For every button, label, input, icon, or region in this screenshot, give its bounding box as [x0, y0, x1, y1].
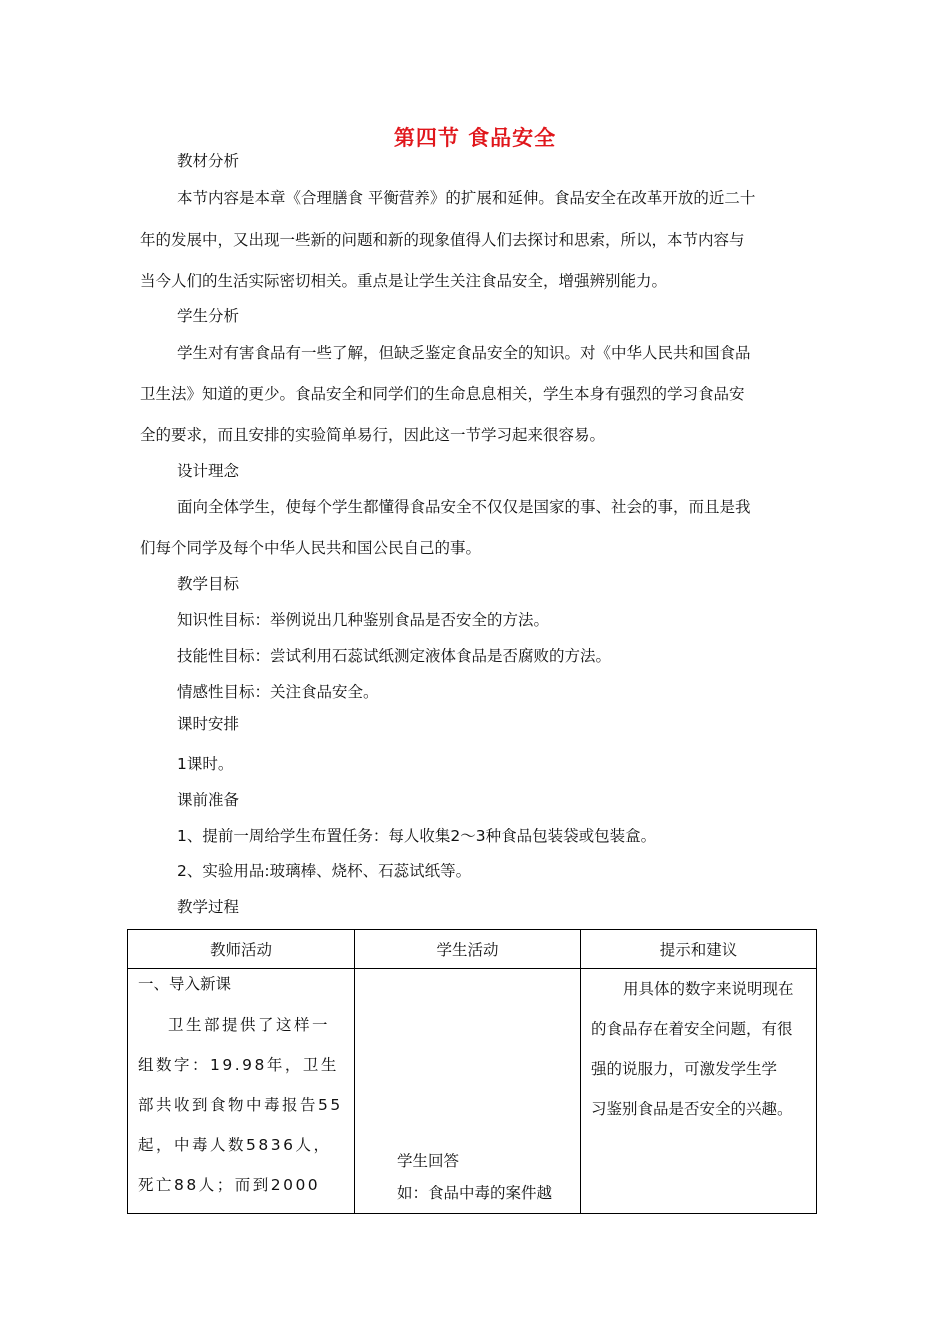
paragraph-line: 全的要求，而且安排的实验简单易行，因此这一节学习起来很容易。	[140, 426, 606, 444]
tips-line: 的食品存在着安全问题，有很	[591, 1020, 793, 1038]
teacher-line: 组数字：19.98年，卫生	[138, 1056, 339, 1074]
table-header-row	[128, 930, 817, 969]
tips-line: 强的说服力，可激发学生学	[591, 1060, 778, 1078]
student-line: 如：食品中毒的案件越	[397, 1184, 553, 1202]
teacher-line: 起，中毒人数5836人，	[138, 1136, 332, 1154]
table-row	[128, 969, 817, 1214]
heading-student-analysis: 学生分析	[177, 307, 240, 325]
heading-schedule: 课时安排	[177, 715, 240, 733]
heading-teaching-goals: 教学目标	[177, 575, 240, 593]
teacher-line: 死亡88人；而到2000	[138, 1176, 321, 1194]
goal-knowledge: 知识性目标：举例说出几种鉴别食品是否安全的方法。	[177, 611, 550, 629]
goal-emotion: 情感性目标：关注食品安全。	[177, 683, 379, 701]
paragraph-line: 年的发展中，又出现一些新的问题和新的现象值得人们去探讨和思索，所以，本节内容与	[140, 231, 745, 249]
goal-skill: 技能性目标：尝试利用石蕊试纸测定液体食品是否腐败的方法。	[177, 647, 612, 665]
page-title: 第四节 食品安全	[393, 126, 557, 150]
heading-preparation: 课前准备	[177, 791, 240, 809]
paragraph-line: 学生对有害食品有一些了解，但缺乏鉴定食品安全的知识。对《中华人民共和国食品	[177, 344, 751, 362]
header-tips: 提示和建议	[581, 930, 817, 969]
preparation-item: 2、实验用品:玻璃棒、烧杯、石蕊试纸等。	[177, 862, 472, 880]
heading-teaching-process: 教学过程	[177, 898, 240, 916]
tips-line: 习鉴别食品是否安全的兴趣。	[591, 1100, 793, 1118]
heading-textbook-analysis: 教材分析	[177, 152, 240, 170]
header-student-activity: 学生活动	[355, 930, 581, 969]
teacher-activity-cell	[128, 969, 355, 1214]
heading-design-concept: 设计理念	[177, 462, 240, 480]
preparation-item: 1、提前一周给学生布置任务：每人收集2～3种食品包装袋或包装盒。	[177, 827, 657, 845]
teacher-line: 卫生部提供了这样一	[168, 1016, 331, 1034]
paragraph-line: 本节内容是本章《合理膳食 平衡营养》的扩展和延伸。食品安全在改革开放的近二十	[177, 189, 756, 207]
paragraph-line: 面向全体学生，使每个学生都懂得食品安全不仅仅是国家的事、社会的事，而且是我	[177, 498, 751, 516]
paragraph-line: 卫生法》知道的更少。食品安全和同学们的生命息息相关，学生本身有强烈的学习食品安	[140, 385, 745, 403]
student-activity-cell	[355, 969, 581, 1214]
teacher-section-title: 一、导入新课	[138, 975, 232, 993]
header-teacher-activity: 教师活动	[128, 930, 355, 969]
tips-cell	[581, 969, 817, 1214]
student-line: 学生回答	[397, 1152, 460, 1170]
paragraph-line: 们每个同学及每个中华人民共和国公民自己的事。	[140, 539, 482, 557]
paragraph-line: 当今人们的生活实际密切相关。重点是让学生关注食品安全，增强辨别能力。	[140, 272, 668, 290]
teaching-process-table	[127, 929, 817, 1214]
schedule-value: 1课时。	[177, 755, 234, 773]
tips-line: 用具体的数字来说明现在	[623, 980, 794, 998]
teacher-line: 部共收到食物中毒报告55	[138, 1096, 343, 1114]
